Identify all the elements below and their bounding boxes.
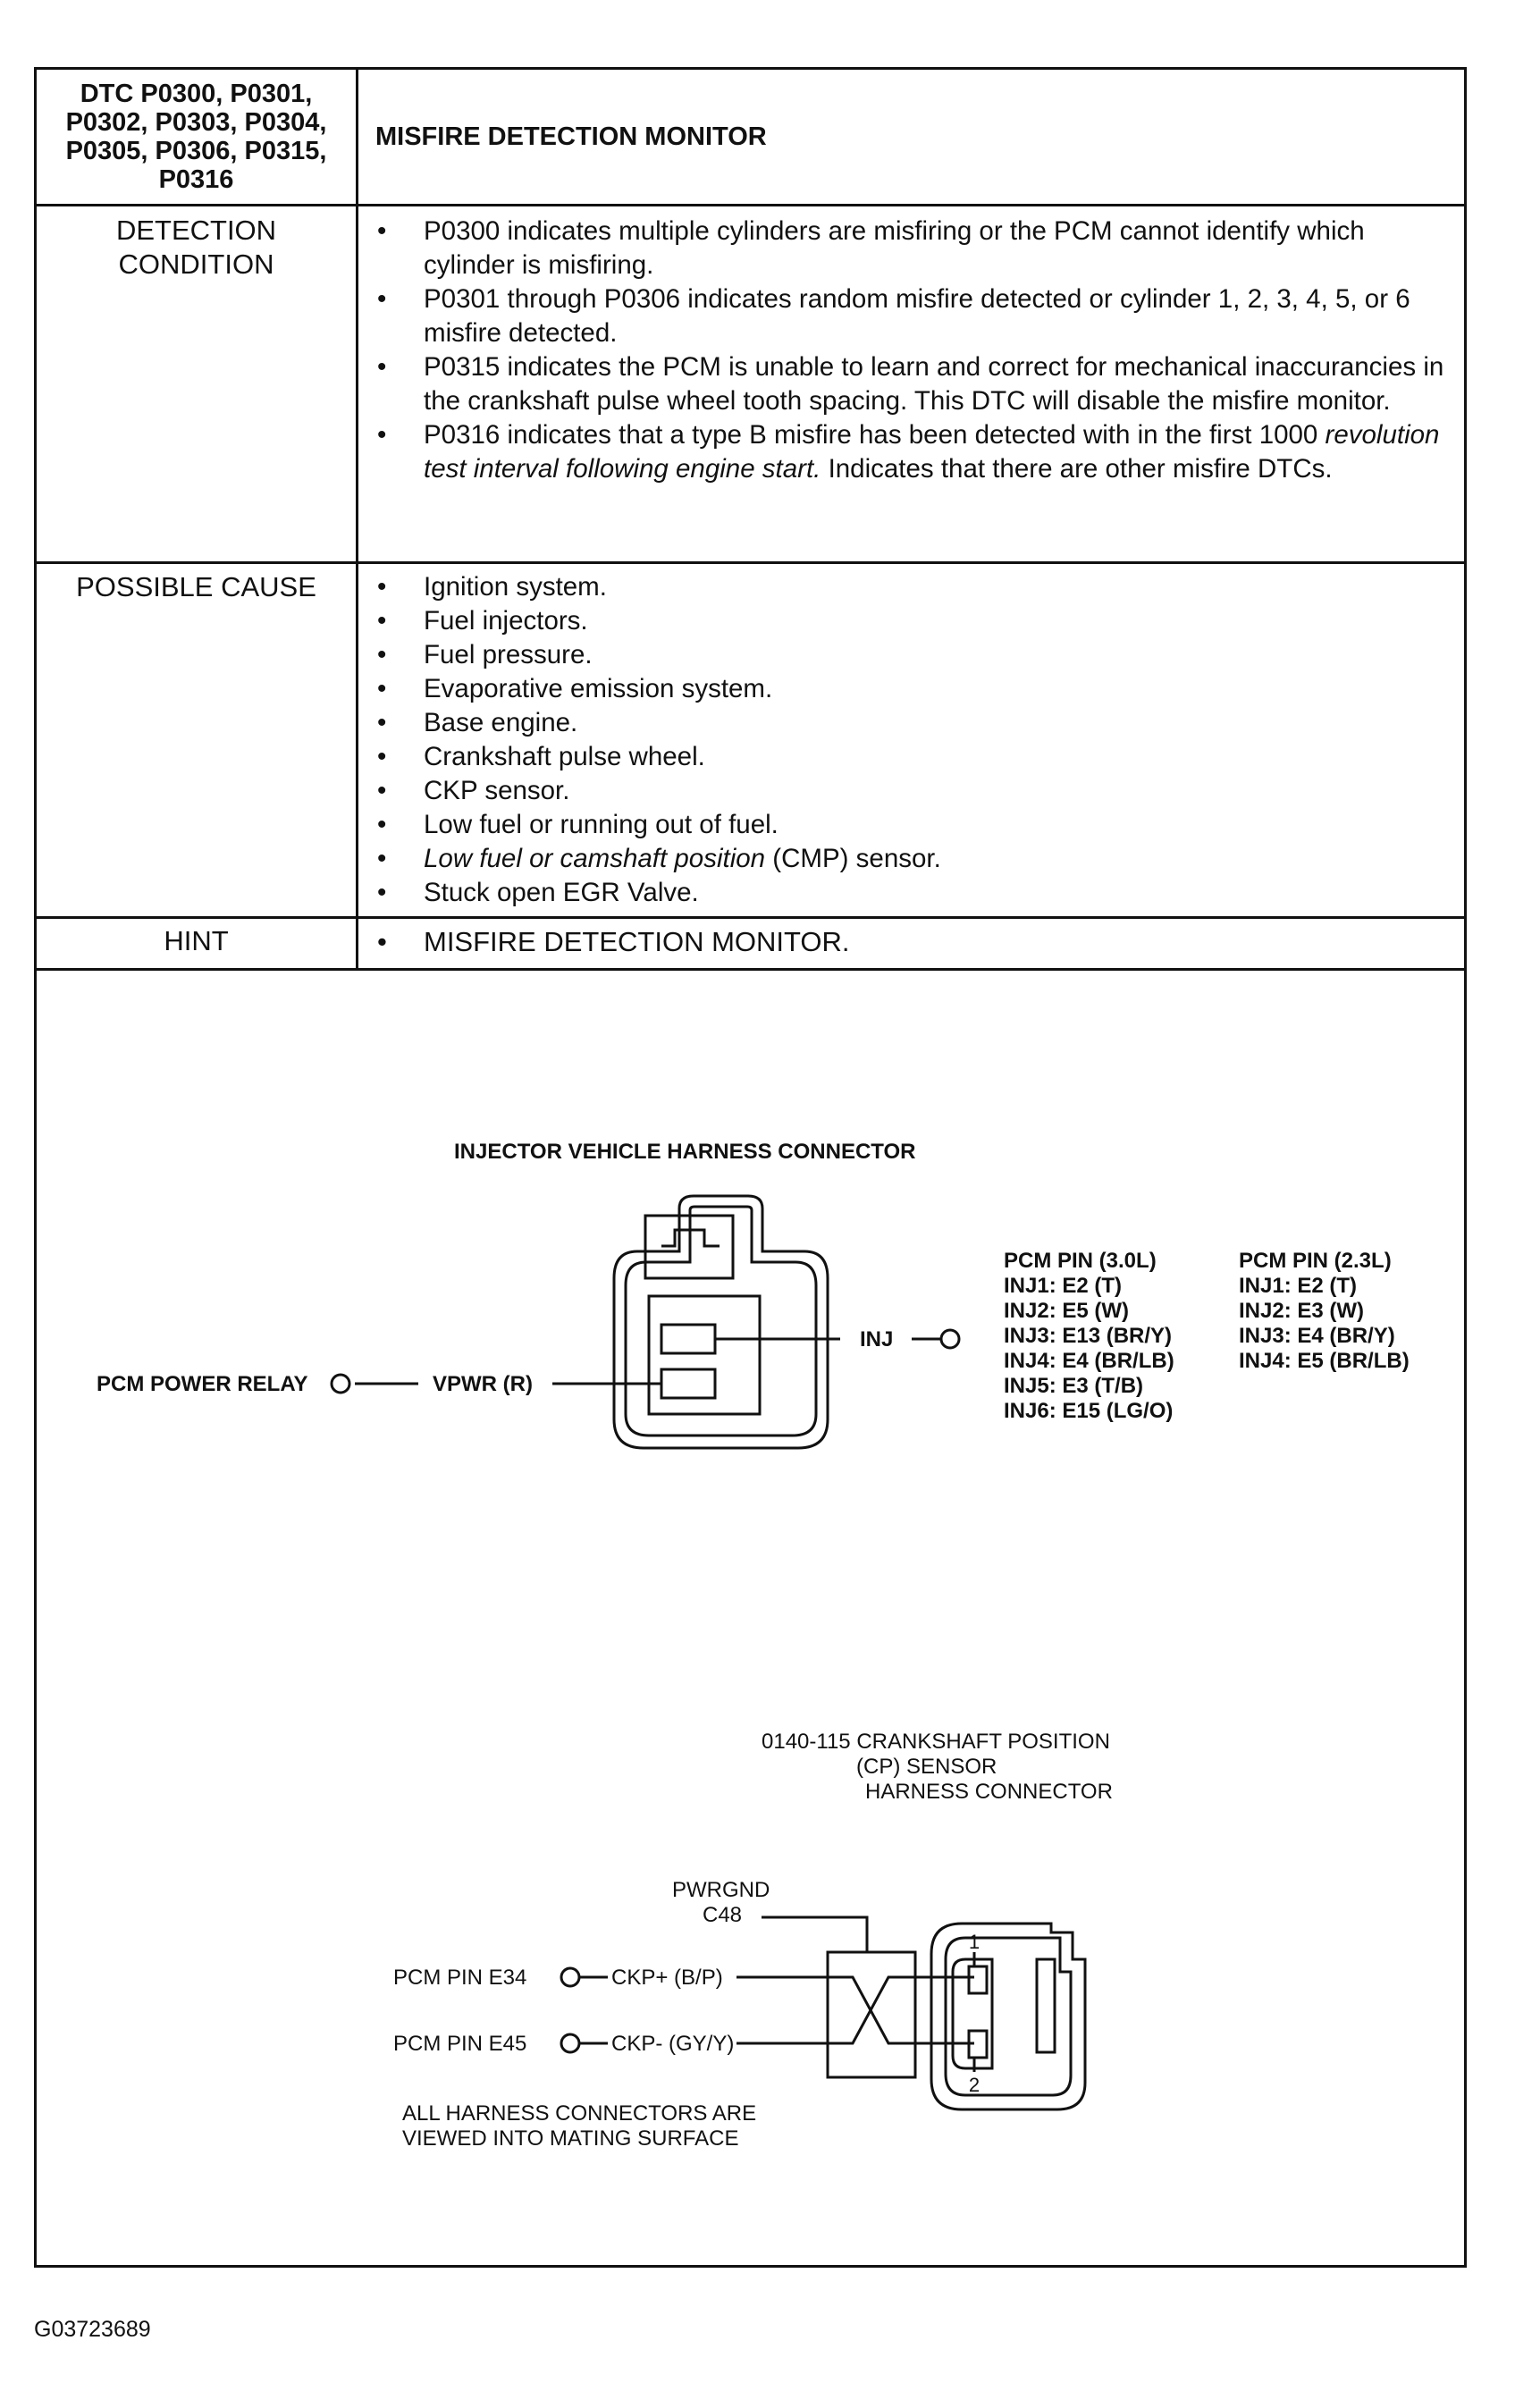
vpwr-label: VPWR (R) [433,1372,533,1396]
ckp-plus-label: CKP+ (B/P) [611,1966,723,1990]
list-item: • Stuck open EGR Valve. [368,876,1454,910]
pwrgnd-label: PWRGND [672,1878,770,1902]
ckp-connector-inner-outline [946,1938,1071,2095]
injector-diagram-title: INJECTOR VEHICLE HARNESS CONNECTOR [454,1140,916,1164]
dtc-codes-heading: DTC P0300, P0301, P0302, P0303, P0304, P0305, P0306, P0315, P0316 [65,80,327,194]
pcm-pin-30-entry: INJ5: E3 (T/B) [1004,1374,1144,1398]
ckp-minus-label: CKP- (GY/Y) [611,2032,735,2056]
pcm-pin-30-entry: INJ2: E5 (W) [1004,1299,1130,1323]
pcm-pin-30-entry: INJ1: E2 (T) [1004,1274,1123,1298]
list-item: • P0315 indicates the PCM is unable to learn and correct for mechanical inaccurancies in the crankshaft pulse wheel tooth spacing. This DTC will disable the misfire monitor. [368,350,1454,418]
list-item: • Ignition system. [368,570,1454,604]
list-item-text: Indicates that there are other misfire DTCs. [821,454,1333,484]
list-item: • Fuel pressure. [368,638,1454,672]
list-item: • Crankshaft pulse wheel. [368,740,1454,774]
ckp-diagram-title: HARNESS CONNECTOR [865,1780,1113,1804]
pcm-pin-23-title: PCM PIN (2.3L) [1239,1249,1392,1273]
list-item: • P0300 indicates multiple cylinders are misfiring or the PCM cannot identify which cylinder is misfiring. [368,215,1454,282]
terminal-cavity [649,1296,760,1414]
harness-note: VIEWED INTO MATING SURFACE [402,2126,739,2151]
pin-e34-terminal-icon [561,1968,579,1986]
list-item: • Fuel injectors. [368,604,1454,638]
inj-terminal-icon [941,1330,959,1348]
list-item-italic-text: Low fuel or camshaft position [424,844,766,873]
pwrgnd-wire [762,1917,867,1952]
list-item: • P0301 through P0306 indicates random misfire detected or cylinder 1, 2, 3, 4, 5, or 6 misfire detected. [368,282,1454,350]
ckp-diagram-title: (CP) SENSOR [856,1755,997,1779]
pcm-pin-23-entry: INJ1: E2 (T) [1239,1274,1358,1298]
list-item: • Evaporative emission system. [368,672,1454,706]
injector-connector-inner-outline [626,1207,816,1436]
pcm-pin-23-entry: INJ3: E4 (BR/Y) [1239,1324,1395,1348]
inj-terminal [661,1325,715,1353]
pin2-label: 2 [968,2074,981,2096]
list-item-text: (CMP) sensor. [765,844,941,873]
twisted-pair [828,1977,915,2043]
section-title: MISFIRE DETECTION MONITOR [375,122,767,151]
list-item: • Low fuel or running out of fuel. [368,808,1454,842]
pcm-pin-30-entry: INJ6: E15 (LG/O) [1004,1399,1174,1423]
pcm-pin-e45-label: PCM PIN E45 [393,2032,527,2056]
vpwr-terminal [661,1369,715,1398]
pcm-power-relay-label: PCM POWER RELAY [97,1372,308,1396]
list-item-italic-text: revolution test interval following engine start. [424,420,1440,484]
list-item: • CKP sensor. [368,774,1454,808]
hint-label: HINT [164,925,229,956]
c48-label: C48 [703,1903,743,1927]
pin1-label: 1 [968,1931,981,1953]
pcm-pin-30-entry: INJ4: E4 (BR/LB) [1004,1349,1174,1373]
list-item: • MISFIRE DETECTION MONITOR. [368,925,1454,959]
pcm-pin-30-title: PCM PIN (3.0L) [1004,1249,1157,1273]
possible-cause-label: POSSIBLE CAUSE [76,571,316,602]
pin-e45-terminal-icon [561,2034,579,2052]
pcm-pin-23-entry: INJ2: E3 (W) [1239,1299,1365,1323]
ckp-connector-outline [931,1924,1085,2109]
list-item-text: P0316 indicates that a type B misfire has been detected with in the first 1000 [424,420,1326,450]
pcm-pin-30-entry: INJ3: E13 (BR/Y) [1004,1324,1173,1348]
ckp-pin1-terminal [969,1966,987,1993]
figure-id: G03723689 [34,2317,151,2342]
ckp-connector-key [1037,1959,1055,2052]
harness-note: ALL HARNESS CONNECTORS ARE [402,2101,757,2126]
inj-label: INJ [860,1327,894,1351]
ckp-diagram-title: 0140-115 CRANKSHAFT POSITION [762,1730,1110,1754]
pcm-pin-e34-label: PCM PIN E34 [393,1966,527,1990]
pcm-pin-23-entry: INJ4: E5 (BR/LB) [1239,1349,1410,1373]
list-item: • Base engine. [368,706,1454,740]
relay-terminal-icon [332,1375,349,1393]
detection-condition-label: DETECTION CONDITION [115,215,277,280]
